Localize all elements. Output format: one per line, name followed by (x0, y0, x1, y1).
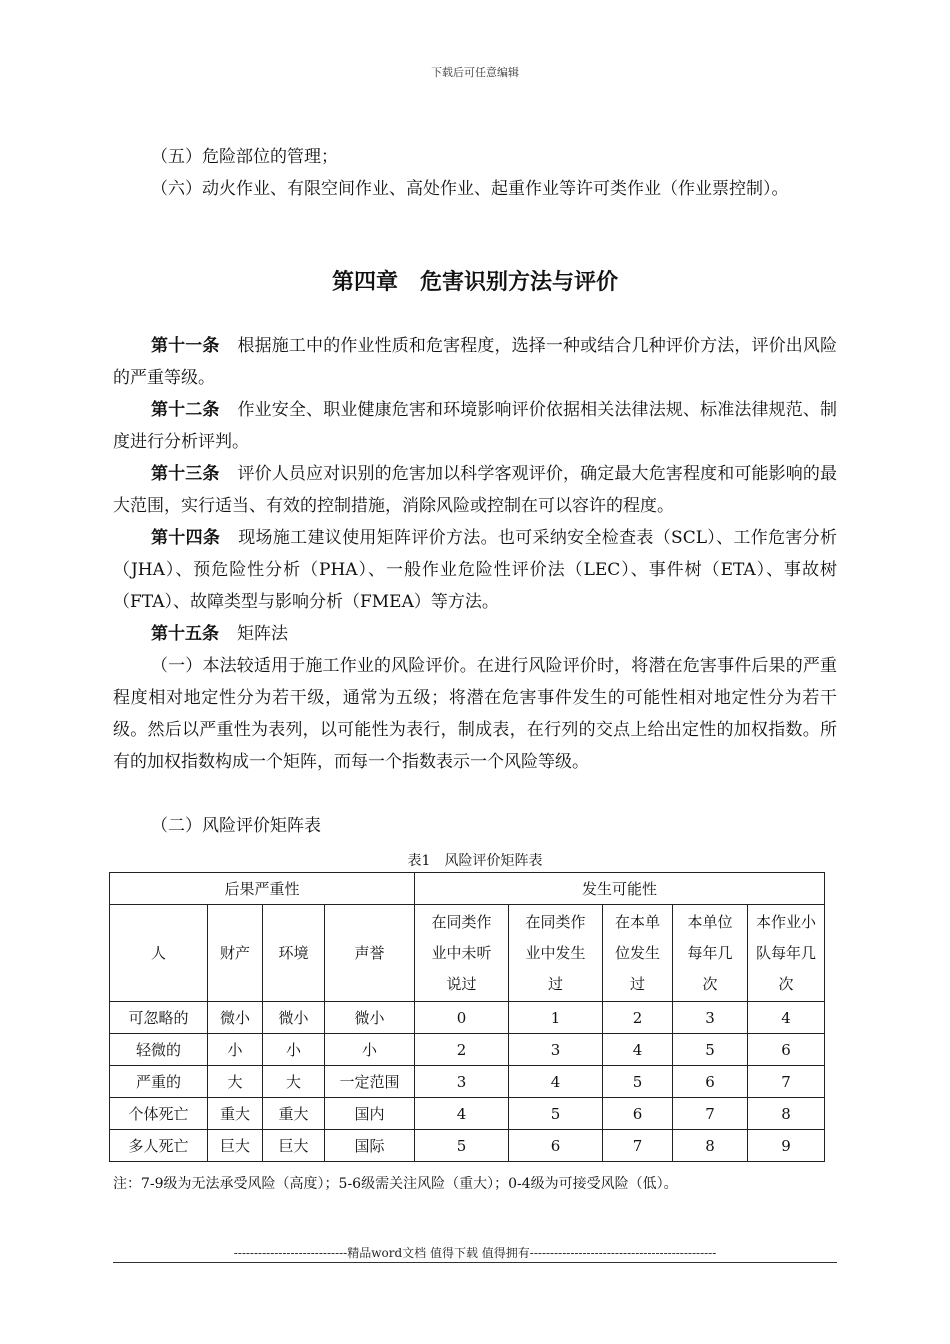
article-text: 作业安全、职业健康危害和环境影响评价依据相关法律法规、标准法律规范、制度进行分析评判。 (113, 400, 838, 452)
article-label: 第十二条 (151, 400, 220, 420)
cell-index: 2 (603, 1002, 673, 1034)
article-text: 根据施工中的作业性质和危害程度，选择一种或结合几种评价方法，评价出风险的严重等级。 (113, 336, 838, 388)
cell-reputation: 微小 (325, 1002, 415, 1034)
cell-index: 1 (509, 1002, 603, 1034)
article-text: 评价人员应对识别的危害加以科学客观评价，确定最大危害程度和可能影响的最大范围，实行适当、有效的控制措施，消除风险或控制在可以容许的程度。 (113, 464, 838, 516)
table-row (110, 1002, 825, 1034)
cell-environment: 巨大 (263, 1130, 325, 1162)
paragraph-matrix-table-heading: （二）风险评价矩阵表 (151, 816, 321, 836)
page-header: 下载后可任意编辑 (431, 66, 519, 79)
cell-person: 轻微的 (110, 1034, 208, 1066)
paragraph-item-6: （六）动火作业、有限空间作业、高处作业、起重作业等许可类作业（作业票控制）。 (151, 179, 789, 199)
article-label: 第十一条 (151, 336, 220, 356)
cell-reputation: 一定范围 (325, 1066, 415, 1098)
cell-person: 个体死亡 (110, 1098, 208, 1130)
article-13 (113, 458, 837, 522)
table-note: 注：7-9级为无法承受风险（高度）；5-6级需关注风险（重大）；0-4级为可接受风险（低）。 (113, 1176, 678, 1192)
cell-index: 8 (748, 1098, 825, 1130)
cell-reputation: 国内 (325, 1098, 415, 1130)
cell-index: 8 (673, 1130, 748, 1162)
col-header-likelihood-0: 在同类作业中未听说过 (415, 905, 509, 1002)
cell-index: 3 (415, 1066, 509, 1098)
col-header-environment: 环境 (263, 905, 325, 1002)
col-header-likelihood-1: 在同类作业中发生过 (509, 905, 603, 1002)
chapter-title: 第四章 危害识别方法与评价 (331, 270, 618, 295)
col-header-property: 财产 (208, 905, 263, 1002)
cell-index: 0 (415, 1002, 509, 1034)
cell-property: 小 (208, 1034, 263, 1066)
cell-index: 5 (509, 1098, 603, 1130)
cell-property: 微小 (208, 1002, 263, 1034)
cell-index: 6 (603, 1098, 673, 1130)
article-label: 第十三条 (151, 464, 220, 484)
article-text: 现场施工建议使用矩阵评价方法。也可采纳安全检查表（SCL）、工作危害分析（JHA）、预危险性分析（PHA）、一般作业危险性评价法（LEC）、事件树（ETA）、事故树（FTA）、故障类型与影响分析（FMEA）等方法。 (113, 528, 837, 612)
page-footer: ----------------------------精品word文档 值得下载 值得拥有---------------------------------------------- (233, 1246, 717, 1260)
cell-index: 4 (509, 1066, 603, 1098)
cell-index: 4 (748, 1002, 825, 1034)
cell-index: 3 (509, 1034, 603, 1066)
cell-index: 7 (603, 1130, 673, 1162)
table-caption: 表1 风险评价矩阵表 (407, 853, 543, 869)
severity-group-header: 后果严重性 (110, 873, 415, 905)
cell-index: 4 (415, 1098, 509, 1130)
cell-environment: 大 (263, 1066, 325, 1098)
paragraph-item-5: （五）危险部位的管理； (151, 147, 338, 167)
article-11 (113, 330, 837, 394)
cell-person: 多人死亡 (110, 1130, 208, 1162)
footer-divider (113, 1262, 837, 1263)
cell-property: 重大 (208, 1098, 263, 1130)
article-14 (113, 522, 837, 618)
cell-environment: 小 (263, 1034, 325, 1066)
cell-reputation: 国际 (325, 1130, 415, 1162)
cell-person: 可忽略的 (110, 1002, 208, 1034)
cell-index: 6 (748, 1034, 825, 1066)
paragraph-matrix-intro: （一）本法较适用于施工作业的风险评价。在进行风险评价时，将潜在危害事件后果的严重程度相对地定性分为若干级，通常为五级；将潜在危害事件发生的可能性相对地定性分为若干级。然后以严重性为表列，以可能性为表行，制成表，在行列的交点上给出定性的加权指数。所有的加权指数构成一个矩阵，而每一个指数表示一个风险等级。 (113, 656, 837, 772)
cell-index: 6 (509, 1130, 603, 1162)
article-12 (113, 394, 837, 458)
cell-property: 大 (208, 1066, 263, 1098)
article-label: 第十五条 (151, 624, 219, 644)
cell-index: 5 (603, 1066, 673, 1098)
cell-index: 7 (748, 1066, 825, 1098)
col-header-reputation: 声誉 (325, 905, 415, 1002)
likelihood-group-header: 发生可能性 (415, 873, 825, 905)
table-row (110, 1098, 825, 1130)
article-15 (113, 618, 837, 650)
cell-index: 5 (415, 1130, 509, 1162)
table-row (110, 1130, 825, 1162)
cell-reputation: 小 (325, 1034, 415, 1066)
article-text: 矩阵法 (237, 624, 288, 644)
cell-index: 7 (673, 1098, 748, 1130)
cell-environment: 微小 (263, 1002, 325, 1034)
cell-index: 9 (748, 1130, 825, 1162)
cell-index: 3 (673, 1002, 748, 1034)
table-row (110, 1034, 825, 1066)
cell-environment: 重大 (263, 1098, 325, 1130)
col-header-likelihood-4: 本作业小队每年几次 (748, 905, 825, 1002)
col-header-likelihood-2: 在本单位发生过 (603, 905, 673, 1002)
cell-person: 严重的 (110, 1066, 208, 1098)
cell-index: 6 (673, 1066, 748, 1098)
col-header-person: 人 (110, 905, 208, 1002)
col-header-likelihood-3: 本单位每年几次 (673, 905, 748, 1002)
article-label: 第十四条 (151, 528, 221, 548)
risk-matrix-table (109, 872, 825, 1162)
table-row (110, 1066, 825, 1098)
cell-index: 5 (673, 1034, 748, 1066)
cell-index: 2 (415, 1034, 509, 1066)
cell-index: 4 (603, 1034, 673, 1066)
cell-property: 巨大 (208, 1130, 263, 1162)
